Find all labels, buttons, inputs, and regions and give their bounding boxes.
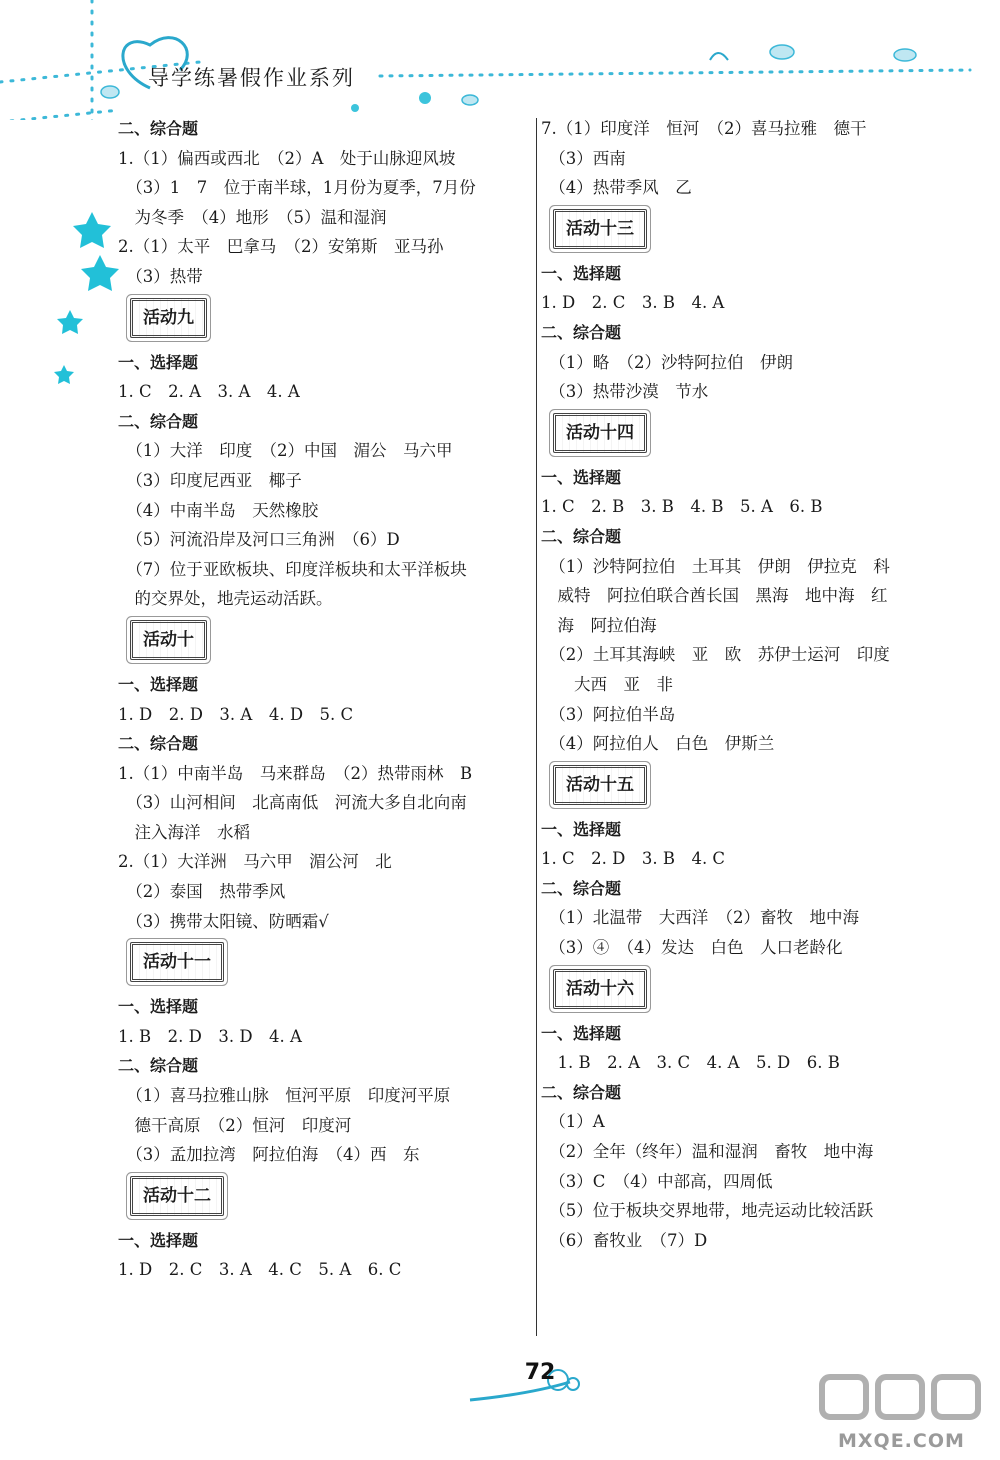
answer-line: 1. C 2. D 3. B 4. C (541, 849, 726, 869)
section-heading: 一、选择题 (118, 352, 199, 372)
answer-line: （4）中南半岛 天然橡胶 (118, 500, 319, 520)
answer-line: （3）西南 (541, 148, 626, 168)
answer-line: 1. B 2. A 3. C 4. A 5. D 6. B (541, 1053, 840, 1073)
answer-line: （3）热带 (118, 266, 203, 286)
activity-heading-wrapper (541, 203, 951, 259)
watermark-url: MXQE.COM (838, 1430, 965, 1452)
left-column (118, 114, 530, 1285)
answer-line: （2）全年（终年）温和湿润 畜牧 地中海 (541, 1142, 874, 1162)
section-heading: 一、选择题 (541, 819, 622, 839)
section-heading: 二、综合题 (118, 734, 199, 754)
answer-line: 1.（1）偏西或西北 （2）A 处于山脉迎风坡 (118, 148, 456, 168)
answer-line: （1）A (541, 1112, 605, 1132)
section-heading: 二、综合题 (118, 411, 199, 431)
section-heading: 二、综合题 (118, 1056, 199, 1076)
section-heading: 二、综合题 (541, 878, 622, 898)
activity-heading-wrapper (541, 759, 951, 815)
answer-line: （1）喜马拉雅山脉 恒河平原 印度河平原 (118, 1086, 451, 1106)
answer-line: （5）河流沿岸及河口三角洲 （6）D (118, 530, 400, 550)
answer-line: 德干高原 （2）恒河 印度河 (118, 1115, 352, 1135)
section-heading: 一、选择题 (118, 997, 199, 1017)
answer-line: （1）沙特阿拉伯 土耳其 伊朗 伊拉克 科 (541, 556, 890, 576)
answer-line: （1）略 （2）沙特阿拉伯 伊朗 (541, 352, 793, 372)
answer-line: 1. C 2. B 3. B 4. B 5. A 6. B (541, 497, 823, 517)
activity-title: 活动十四 (553, 413, 647, 453)
answer-line: 的交界处，地壳运动活跃。 (118, 589, 333, 609)
section-heading: 二、综合题 (541, 1082, 622, 1102)
answer-line: 1.（1）中南半岛 马来群岛 （2）热带雨林 B (118, 763, 473, 783)
section-heading: 一、选择题 (118, 1230, 199, 1250)
answer-line: （1）大洋 印度 （2）中国 湄公 马六甲 (118, 441, 453, 461)
activity-heading-wrapper (118, 1170, 530, 1226)
right-column (541, 114, 951, 1255)
answer-line: （3）山河相间 北高南低 河流大多自北向南 (118, 793, 467, 813)
section-heading: 二、综合题 (541, 322, 622, 342)
activity-heading-wrapper (118, 936, 530, 992)
answer-line: 2.（1）大洋洲 马六甲 湄公河 北 (118, 852, 392, 872)
answer-line: （3）孟加拉湾 阿拉伯海 （4）西 东 (118, 1145, 420, 1165)
answer-line: 7.（1）印度洋 恒河 （2）喜马拉雅 德干 (541, 119, 867, 138)
activity-heading-wrapper (541, 963, 951, 1019)
answer-line: 海 阿拉伯海 (541, 615, 657, 635)
answer-line: 威特 阿拉伯联合酋长国 黑海 地中海 红 (541, 586, 888, 606)
series-title: 导学练暑假作业系列 (148, 66, 355, 90)
section-heading: 一、选择题 (541, 1023, 622, 1043)
section-heading: 二、综合题 (118, 119, 199, 138)
activity-title: 活动十六 (553, 969, 647, 1009)
answer-line: （1）北温带 大西洋 （2）畜牧 地中海 (541, 908, 859, 928)
activity-title: 活动十三 (553, 209, 647, 249)
answer-line: 1. C 2. A 3. A 4. A (118, 382, 300, 402)
column-divider (536, 118, 537, 1336)
answer-line: 1. B 2. D 3. D 4. A (118, 1026, 302, 1046)
activity-title: 活动十二 (130, 1176, 224, 1216)
answer-line: （7）位于亚欧板块、印度洋板块和太平洋板块 (118, 559, 467, 579)
answer-line: （5）位于板块交界地带，地壳运动比较活跃 (541, 1201, 874, 1221)
answer-line: 1. D 2. D 3. A 4. D 5. C (118, 704, 354, 724)
answer-line: （3）阿拉伯半岛 (541, 704, 676, 724)
section-heading: 一、选择题 (541, 263, 622, 283)
answer-line: 2.（1）太平 巴拿马 （2）安第斯 亚马孙 (118, 237, 444, 257)
answer-line: （2）土耳其海峡 亚 欧 苏伊士运河 印度 (541, 645, 890, 665)
section-heading: 一、选择题 (541, 467, 622, 487)
answer-line: （3）印度尼西亚 椰子 (118, 470, 302, 490)
answer-line: （4）阿拉伯人 白色 伊斯兰 (541, 734, 775, 754)
answer-line: 注入海洋 水稻 (118, 822, 250, 842)
activity-title: 活动九 (130, 298, 207, 338)
activity-heading-wrapper (541, 407, 951, 463)
section-heading: 一、选择题 (118, 674, 199, 694)
answer-line: （2）泰国 热带季风 (118, 882, 286, 902)
page-number: 72 (524, 1360, 556, 1385)
page-header (0, 0, 1000, 120)
answer-line: 为冬季 （4）地形 （5）温和湿润 (118, 207, 387, 227)
header-decoration (0, 0, 1000, 120)
activity-heading-wrapper (118, 292, 530, 348)
answer-line: （3）携带太阳镜、防晒霜√ (118, 911, 329, 931)
section-heading: 二、综合题 (541, 526, 622, 546)
activity-title: 活动十五 (553, 765, 647, 805)
answer-line: 1. D 2. C 3. A 4. C 5. A 6. C (118, 1260, 402, 1280)
answer-line: （3）热带沙漠 节水 (541, 382, 709, 402)
activity-title: 活动十一 (130, 942, 224, 982)
answer-line: （3）1 7 位于南半球，1月份为夏季，7月份 (118, 178, 476, 198)
answer-line: （3）④ （4）发达 白色 人口老龄化 (541, 938, 843, 958)
activity-title: 活动十 (130, 620, 207, 660)
activity-heading-wrapper (118, 614, 530, 670)
answer-line: （6）畜牧业 （7）D (541, 1230, 708, 1250)
answer-line: （3）C （4）中部高，四周低 (541, 1171, 773, 1191)
answer-line: 1. D 2. C 3. B 4. A (541, 293, 725, 313)
answer-line: （4）热带季风 乙 (541, 178, 692, 198)
answer-line: 大西 亚 非 (541, 674, 673, 694)
